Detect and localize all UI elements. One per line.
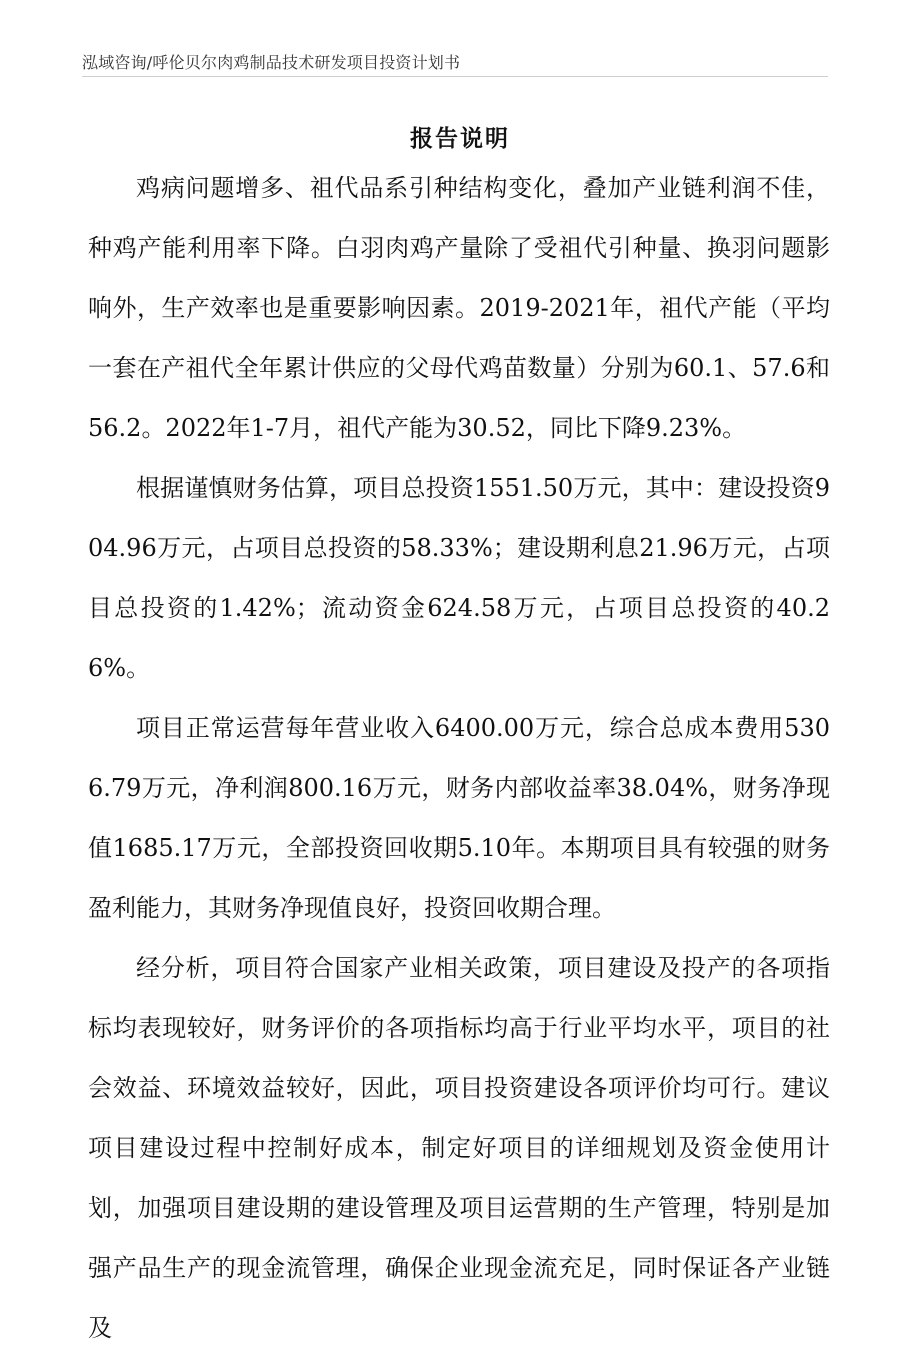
paragraph-breeder-capacity: 鸡病问题增多、祖代品系引种结构变化，叠加产业链利润不佳，种鸡产能利用率下降。白羽肉鸡产量除了受祖代引种量、换羽问题影响外，生产效率也是重要影响因素。2019-2021年，祖代产能（平均一套在产祖代全年累计供应的父母代鸡苗数量）分别为60.1、57.6和56.2。2022年1-7月，祖代产能为30.52，同比下降9.23%。 bbox=[88, 174, 830, 442]
document-body bbox=[88, 158, 830, 1358]
section-title: 报告说明 bbox=[410, 126, 510, 152]
paragraph-investment-estimate: 根据谨慎财务估算，项目总投资1551.50万元，其中：建设投资904.96万元，占项目总投资的58.33%；建设期利息21.96万元，占项目总投资的1.42%；流动资金624.58万元，占项目总投资的40.26%。 bbox=[88, 474, 830, 682]
paragraph-conclusion: 经分析，项目符合国家产业相关政策，项目建设及投产的各项指标均表现较好，财务评价的各项指标均高于行业平均水平，项目的社会效益、环境效益较好，因此，项目投资建设各项评价均可行。建议项目建设过程中控制好成本，制定好项目的详细规划及资金使用计划，加强项目建设期的建设管理及项目运营期的生产管理，特别是加强产品生产的现金流管理，确保企业现金流充足，同时保证各产业链及 bbox=[88, 954, 830, 1342]
running-header: 泓域咨询/呼伦贝尔肉鸡制品技术研发项目投资计划书 bbox=[82, 53, 461, 72]
paragraph-financial-performance: 项目正常运营每年营业收入6400.00万元，综合总成本费用5306.79万元，净利润800.16万元，财务内部收益率38.04%，财务净现值1685.17万元，全部投资回收期5.10年。本期项目具有较强的财务盈利能力，其财务净现值良好，投资回收期合理。 bbox=[88, 714, 830, 922]
header-divider bbox=[82, 76, 828, 77]
